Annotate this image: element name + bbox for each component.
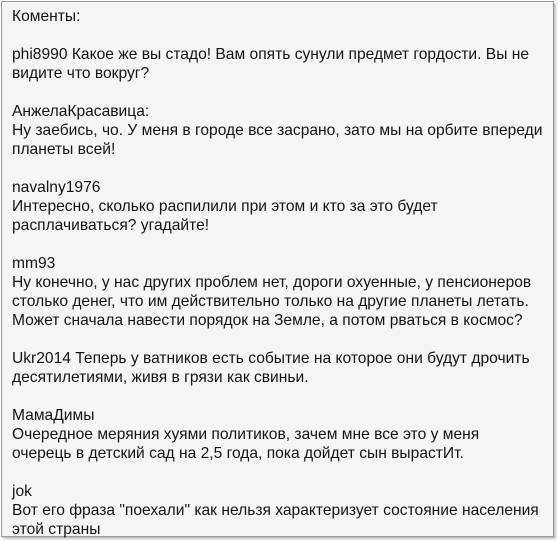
comment-author: navalny1976 (12, 179, 101, 196)
comment-author: jok (12, 483, 32, 500)
comment-text: Теперь у ватников есть событие на которое они будут дрочить десятилетиями, живя в грязи как свиньи. (12, 350, 530, 386)
comment-item (12, 102, 543, 159)
comment-item (12, 45, 543, 83)
comment-author: phi8990 (12, 46, 72, 63)
comments-panel (1, 1, 554, 537)
comments-header: Коменты: (12, 8, 81, 25)
comment-text: Ну конечно, у нас других проблем нет, дороги охуенные, у пенсионеров столько денег, что им действительно только на другие планеты летать. Может сначала навести порядок на Земле, а потом рваться в космос? (12, 274, 532, 329)
comment-author: Ukr2014 (12, 350, 76, 367)
comment-item (12, 482, 543, 539)
comment-author: АнжелаКрасавица: (12, 103, 150, 120)
comment-item (12, 406, 543, 463)
comment-author: mm93 (12, 255, 56, 272)
comment-item (12, 254, 543, 330)
comment-item (12, 178, 543, 235)
comment-author: МамаДимы (12, 407, 95, 424)
comment-text: Очередное меряния хуями политиков, зачем мне все это у меня очерець в детский сад на 2,5 года, пока дойдет сын вырастИт. (12, 426, 480, 462)
comment-text: Интересно, сколько распилили при этом и кто за это будет расплачиваться? угадайте! (12, 198, 438, 234)
comment-text: Какое же вы стадо! Вам опять сунули предмет гордости. Вы не видите что вокруг? (12, 46, 530, 82)
comment-item (12, 349, 543, 387)
comment-text: Вот его фраза "поехали" как нельзя характеризует состояние населения этой страны (12, 502, 539, 538)
comment-text: Ну заебись, чо. У меня в городе все засрано, зато мы на орбите впереди планеты всей! (12, 122, 543, 158)
